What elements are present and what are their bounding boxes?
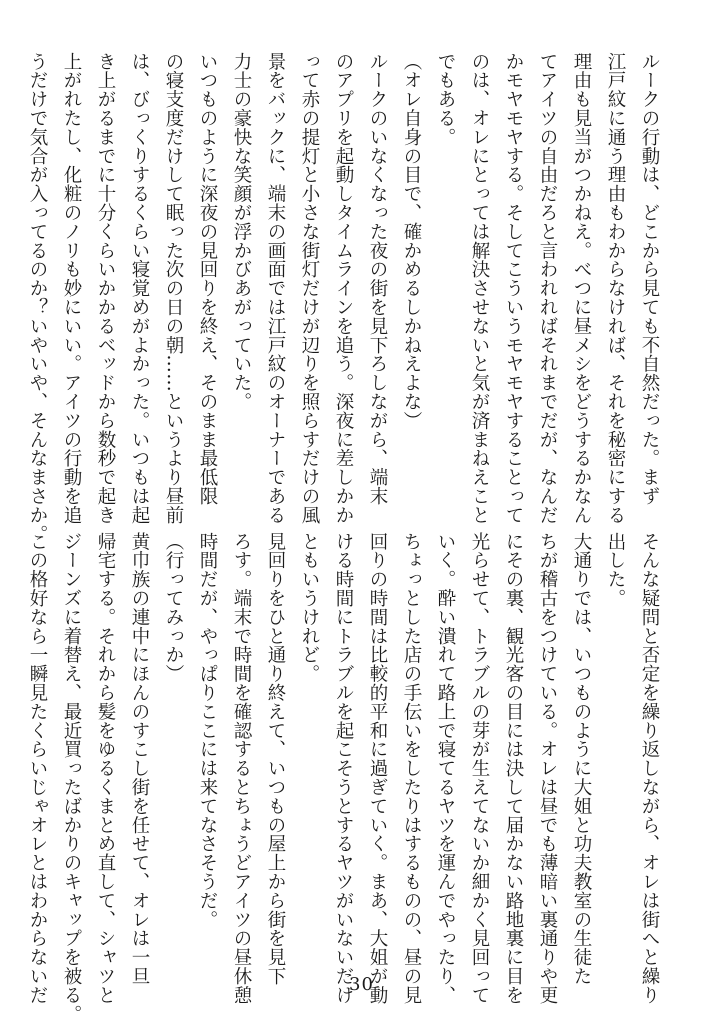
text-line: にその裏、観光客の目には決して届かない路地裏に目を xyxy=(503,532,524,1005)
top-text-block xyxy=(20,52,666,544)
text-line: 上がれたし、化粧のノリも妙にいい。アイツの行動を追 xyxy=(61,52,82,525)
text-line: は、びっくりするくらい寝覚めがよかった。いつもは起 xyxy=(129,52,150,525)
text-line: うだけで気合が入ってるのか？いやいや、そんなまさか。 xyxy=(27,52,48,544)
text-line: 理由も見当がつかねえ。べつに昼メシをどうするかなん xyxy=(571,52,592,525)
text-line: 力士の豪快な笑顔が浮かびあがっていた。 xyxy=(231,52,252,412)
text-line: のは、オレにとっては解決させないと気が済まねえこと xyxy=(469,52,490,525)
text-line: って赤の提灯と小さな街灯だけが辺りを照らすだけの風 xyxy=(299,52,320,525)
text-line: ちょっとした店の手伝いをしたりはするものの、昼の見 xyxy=(401,532,422,1005)
text-line: 時間だが、やっぱりここには来てなさそうだ。 xyxy=(197,532,218,929)
text-line: 黄巾族の連中にほんのすこし街を任せて、オレは一旦 xyxy=(129,532,150,986)
text-line: でもある。 xyxy=(435,52,456,147)
text-line: かモヤモヤする。そしてこういうモヤモヤすることって xyxy=(503,52,524,525)
text-line: この格好なら一瞬見たくらいじゃオレとはわからないだ xyxy=(27,532,48,1005)
text-line: のアプリを起動しタイムラインを追う。深夜に差しかか xyxy=(333,52,354,525)
text-line: 帰宅する。それから髪をゆるくまとめ直して、シャツと xyxy=(95,532,116,1005)
text-line: てアイツの自由だろと言われればそれまでだが、なんだ xyxy=(537,52,558,525)
text-line: 回りの時間は比較的平和に過ぎていく。まあ、大姐が動 xyxy=(367,532,388,1005)
text-line: ちが稽古をつけている。オレは昼でも薄暗い裏通りや更 xyxy=(537,532,558,1005)
text-line: ともいうけれど。 xyxy=(299,532,320,684)
text-line: ルークのいなくなった夜の街を見下ろしながら、端末 xyxy=(367,52,388,506)
text-line: そんな疑問と否定を繰り返しながら、オレは街へと繰り xyxy=(639,532,660,1005)
text-line: いく。酔い潰れて路上で寝てるヤツを運んでやったり、 xyxy=(435,532,456,1005)
text-line: ジーンズに着替え、最近買ったばかりのキャップを被る。 xyxy=(61,532,82,1024)
text-line: 江戸紋に通う理由もわからなければ、それを秘密にする xyxy=(605,52,626,525)
text-line: 見回りをひと通り終えて、いつもの屋上から街を見下 xyxy=(265,532,286,986)
text-line: ルークの行動は、どこから見ても不自然だった。まず xyxy=(639,52,660,506)
text-line: き上がるまでに十分くらいかかるベッドから数秒で起き xyxy=(95,52,116,525)
text-line: 出した。 xyxy=(605,532,626,608)
text-line: ける時間にトラブルを起こそうとするヤツがいないだけ xyxy=(333,532,354,1005)
text-line: 光らせて、トラブルの芽が生えてないか細かく見回って xyxy=(469,532,490,1005)
text-line: 景をバックに、端末の画面では江戸紋のオーナーである xyxy=(265,52,286,525)
text-line: の寝支度だけして眠った次の日の朝……というより昼前 xyxy=(163,52,184,525)
page-number: 30 xyxy=(349,974,374,995)
text-line: （オレ自身の目で、確かめるしかねえよな） xyxy=(401,52,422,430)
text-line: 大通りでは、いつものように大姐と功夫教室の生徒た xyxy=(571,532,592,986)
text-line: （行ってみっか） xyxy=(163,532,184,684)
text-line: いつものように深夜の見回りを終え、そのまま最低限 xyxy=(197,52,218,506)
text-line: ろす。端末で時間を確認するとちょうどアイツの昼休憩 xyxy=(231,532,252,1005)
